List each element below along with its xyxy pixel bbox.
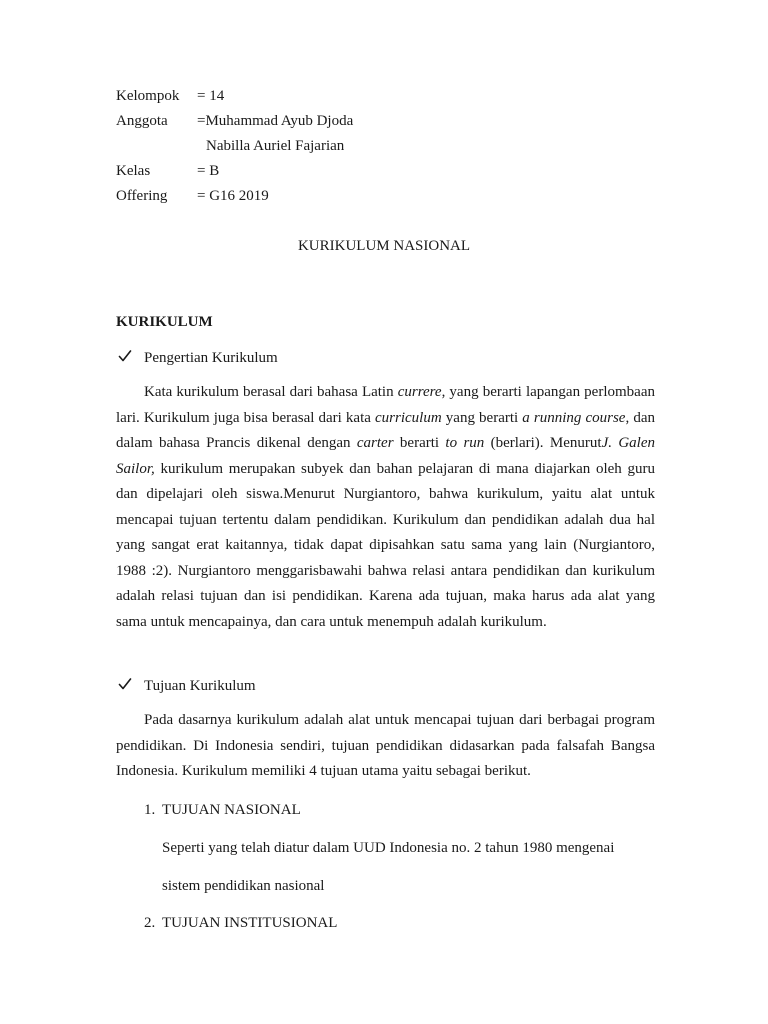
list-item-description: Seperti yang telah diatur dalam UUD Indonesia no. 2 tahun 1980 mengenai [162, 840, 615, 856]
checkmark-icon [118, 349, 132, 363]
document-title: KURIKULUM NASIONAL [297, 238, 471, 254]
list-item-label: TUJUAN NASIONAL [162, 802, 301, 818]
list-item-label: TUJUAN INSTITUSIONAL [162, 915, 338, 931]
list-item-number: 2. [144, 915, 156, 931]
offering-value: = G16 2019 [197, 188, 269, 204]
list-item-number: 1. [144, 802, 156, 818]
members-value: =Muhammad Ayub Djoda [197, 113, 354, 129]
members-label: Anggota [116, 113, 168, 129]
bullet-tujuan-label: Tujuan Kurikulum [144, 678, 256, 694]
class-value: = B [197, 163, 220, 179]
paragraph-pengertian: Kata kurikulum berasal dari bahasa Latin currere, yang berarti lapangan perlombaan lari. Kurikulum juga bisa berasal dari kata curriculum yang berarti a running course, dan dalam bahasa Prancis dikenal dengan carter berarti to run (berlari). MenurutJ. Galen Sailor, kurikulum merupakan subyek dan bahan pelajaran di mana diajarkan oleh guru dan dipelajari oleh siswa.Menurut Nurgiantoro, bahwa kurikulum, yaitu alat untuk mencapai tujuan tertentu dalam pendidikan. Kurikulum dan pendidikan adalah dua hal yang sangat erat kaitannya, tidak dapat dipisahkan satu sama yang lain (Nurgiantoro, 1988 :2). Nurgiantoro menggarisbawahi bahwa relasi antara pendidikan dan kurikulum adalah relasi tujuan dan isi pendidikan. Karena ada tujuan, maka harus ada alat yang sama untuk mencapainya, dan cara untuk menempuh adalah kurikulum. [116, 384, 655, 630]
group-value: = 14 [197, 88, 225, 104]
class-label: Kelas [116, 163, 151, 179]
group-label: Kelompok [116, 88, 180, 104]
list-item-description: sistem pendidikan nasional [162, 878, 325, 894]
member-2: Nabilla Auriel Fajarian [206, 138, 345, 154]
section-heading: KURIKULUM [116, 314, 213, 330]
bullet-pengertian-label: Pengertian Kurikulum [144, 350, 278, 366]
checkmark-icon [118, 677, 132, 691]
offering-label: Offering [116, 188, 168, 204]
paragraph-tujuan: Pada dasarnya kurikulum adalah alat untuk mencapai tujuan dari berbagai program pendidikan. Di Indonesia sendiri, tujuan pendidikan didasarkan pada falsafah Bangsa Indonesia. Kurikulum memiliki 4 tujuan utama yaitu sebagai berikut. [116, 712, 655, 779]
